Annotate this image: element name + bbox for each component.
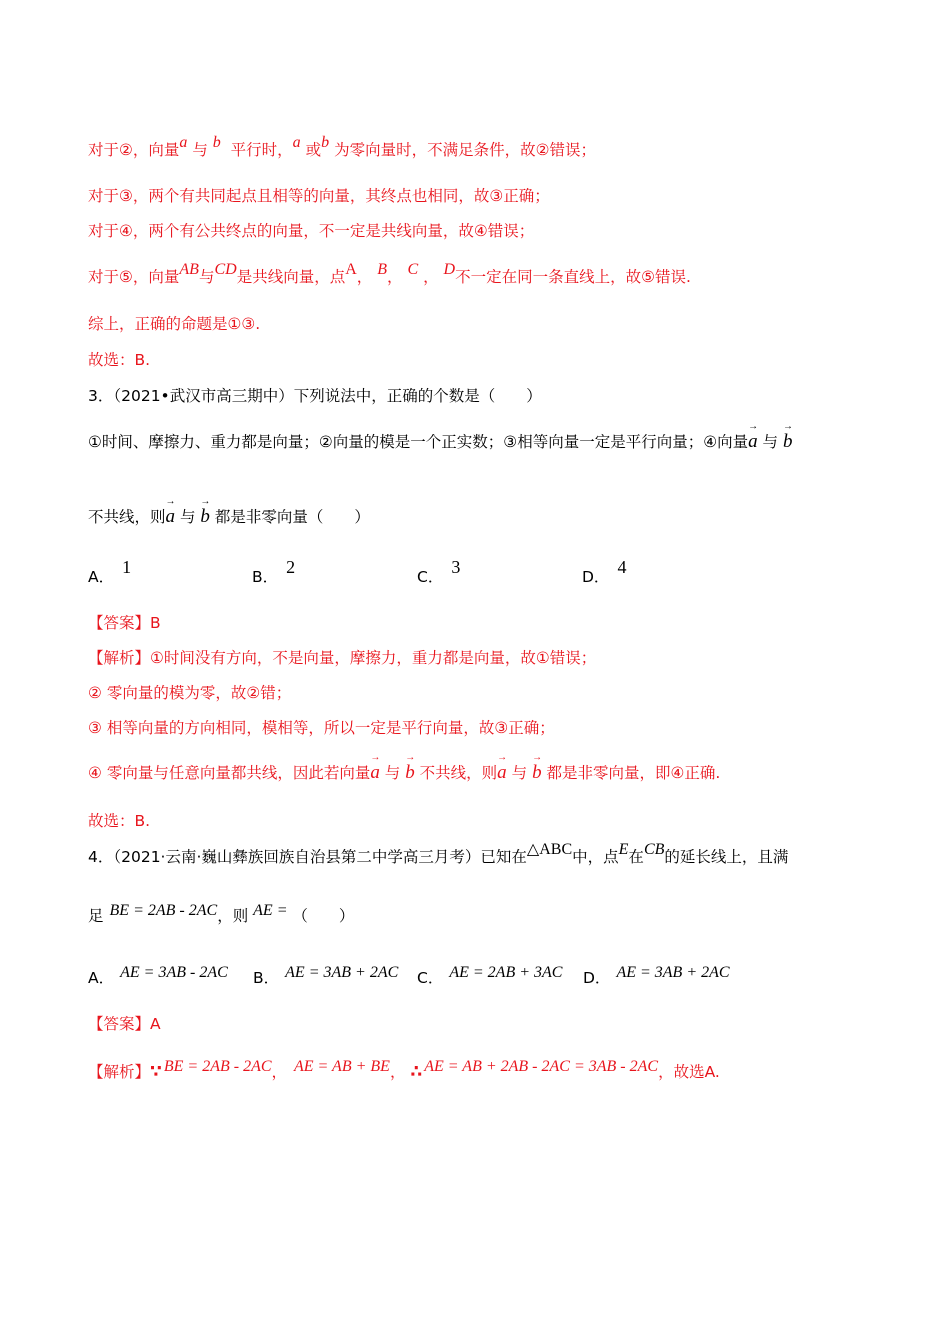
solution-line-4: 对于④，两个有公共终点的向量，不一定是共线向量，故④错误；	[88, 222, 535, 240]
text: 为零向量时，不满足条件，故②错误；	[334, 141, 596, 159]
option-label: C．	[417, 969, 444, 987]
text: ，	[389, 1063, 406, 1081]
text: 足	[88, 907, 104, 925]
text: 是共线向量，点	[236, 268, 346, 286]
q3-explanation-2: ② 零向量的模为零，故②错；	[88, 684, 292, 702]
option-label: D．	[582, 568, 610, 586]
q4-option-a[interactable]	[88, 964, 228, 989]
text: ④ 零向量与任意向量都共线，因此若向量	[88, 764, 371, 782]
vector-cd: CD	[214, 261, 237, 278]
q3-option-a[interactable]	[88, 557, 132, 587]
q3-explanation-4	[88, 763, 720, 783]
q4-option-c[interactable]	[417, 964, 563, 989]
triangle-abc: △ABC	[526, 841, 573, 858]
option-value: 4	[617, 557, 627, 577]
point-c: C	[407, 261, 419, 278]
therefore-symbol: ∴	[410, 1062, 423, 1082]
segment-cb: CB	[643, 841, 665, 858]
q3-option-c[interactable]	[417, 557, 461, 587]
text: ①时间没有方向，不是向量，摩擦力，重力都是向量，故①错误；	[150, 649, 597, 667]
q4-answer: 【答案】A	[88, 1015, 161, 1033]
point-a: A	[345, 261, 357, 278]
text: 与	[384, 764, 401, 782]
option-value: 3	[451, 557, 461, 577]
equation: BE = 2AB - 2AC	[109, 902, 218, 919]
option-value: 2	[286, 557, 296, 577]
equation: AE = AB + BE	[293, 1058, 390, 1075]
equation: BE = 2AB - 2AC	[163, 1058, 272, 1075]
text: 不共线，则	[88, 508, 166, 526]
text: 的延长线上，且满	[664, 848, 789, 866]
text: 与	[511, 764, 528, 782]
text: ，故选	[658, 1063, 705, 1081]
option-value: AE = 2AB + 3AC	[449, 964, 563, 981]
text: 4．（2021·云南·巍山彝族回族自治县第二中学高三月考）已知在	[88, 848, 527, 866]
text: A.	[704, 1063, 720, 1081]
q4-options	[88, 964, 848, 992]
q3-body-line-2	[88, 507, 370, 527]
explanation-tag: 【解析】	[88, 649, 151, 667]
point-e: E	[618, 841, 629, 858]
text: 与	[198, 268, 215, 286]
text: 或	[305, 141, 322, 159]
text: 平行时，	[230, 141, 293, 159]
vector-a: → a	[166, 507, 176, 527]
option-value: 1	[122, 557, 132, 577]
vector-a: a	[292, 134, 301, 151]
text: ，	[356, 268, 373, 286]
text: ，	[423, 268, 439, 286]
text: 都是非零向量（ ）	[214, 508, 370, 526]
text: 在	[628, 848, 644, 866]
equation: AE = AB + 2AB - 2AC = 3AB - 2AC	[424, 1058, 659, 1075]
text: 对于②，向量	[88, 141, 180, 159]
q4-explanation	[88, 1058, 720, 1083]
option-label: A．	[88, 969, 115, 987]
vector-b: → b	[405, 763, 415, 783]
q4-option-d[interactable]	[583, 964, 730, 989]
summary-line: 综上，正确的命题是①③.	[88, 315, 261, 333]
solution-line-5	[88, 261, 691, 288]
option-label: B．	[253, 969, 280, 987]
q3-heading: 3．（2021•武汉市高三期中）下列说法中，正确的个数是（ ）	[88, 387, 542, 405]
q3-explanation-3: ③ 相等向量的方向相同，模相等，所以一定是平行向量，故③正确；	[88, 719, 555, 737]
vector-a: a	[179, 134, 188, 151]
q4-heading	[88, 841, 789, 868]
option-label: D．	[583, 969, 611, 987]
text: 与	[762, 433, 779, 451]
text: 与	[179, 508, 196, 526]
option-value: AE = 3AB + 2AC	[616, 964, 730, 981]
text: 不一定在同一条直线上，故⑤错误.	[455, 268, 691, 286]
point-d: D	[443, 261, 456, 278]
text: 都是非零向量，即④正确.	[546, 764, 721, 782]
text: ，	[387, 268, 403, 286]
vector-a: → a	[748, 432, 758, 452]
q3-select: 故选：B.	[88, 812, 151, 830]
q3-explanation-1	[88, 648, 596, 668]
option-label: B．	[252, 568, 279, 586]
solution-line-2	[88, 134, 596, 161]
q4-body	[88, 902, 355, 927]
vector-b: b	[212, 134, 221, 151]
q3-answer: 【答案】B	[88, 614, 161, 632]
equation: AE =	[253, 902, 288, 919]
text: ，则	[217, 907, 249, 925]
q3-option-b[interactable]	[252, 557, 296, 587]
vector-b: → b	[532, 763, 542, 783]
option-value: AE = 3AB + 2AC	[285, 964, 399, 981]
text: （ ）	[292, 907, 355, 925]
text: 与	[192, 141, 208, 159]
text: ①时间、摩擦力、重力都是向量；②向量的模是一个正实数；③相等向量一定是平行向量；④向量	[88, 433, 749, 451]
text: 中，点	[572, 848, 619, 866]
because-symbol: ∵	[150, 1062, 162, 1082]
q3-option-d[interactable]	[582, 557, 627, 587]
select-line: 故选：B.	[88, 351, 151, 369]
text: 不共线，则	[419, 764, 498, 782]
vector-a: → a	[370, 763, 380, 783]
text: ，	[271, 1063, 288, 1081]
vector-ab: AB	[179, 261, 199, 278]
vector-b: → b	[200, 507, 210, 527]
explanation-tag: 【解析】	[88, 1063, 151, 1081]
option-label: C．	[417, 568, 444, 586]
q3-body-line-1	[88, 432, 792, 452]
vector-b: → b	[783, 432, 793, 452]
vector-b: b	[321, 134, 330, 151]
point-b: B	[377, 261, 388, 278]
vector-a: → a	[497, 763, 507, 783]
option-label: A．	[88, 568, 115, 586]
option-value: AE = 3AB - 2AC	[120, 964, 228, 981]
solution-line-3: 对于③，两个有共同起点且相等的向量，其终点也相同，故③正确；	[88, 187, 550, 205]
q4-option-b[interactable]	[253, 964, 399, 989]
q3-options	[88, 557, 848, 590]
text: 对于⑤，向量	[88, 268, 180, 286]
